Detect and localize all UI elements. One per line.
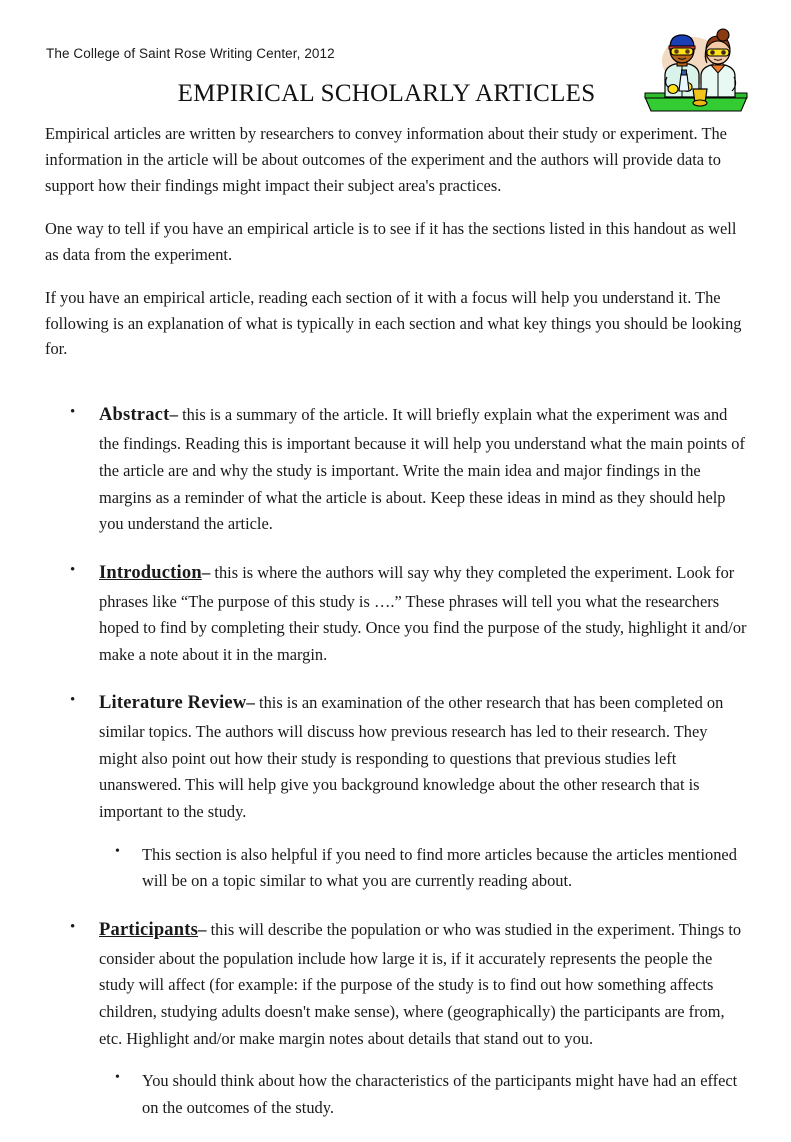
section-term-participants: Participants	[99, 919, 199, 940]
section-dash: –	[169, 405, 178, 425]
subsection-list-participants	[99, 1068, 748, 1121]
subsection-list-literature-review	[99, 842, 748, 895]
header-attribution: The College of Saint Rose Writing Center, 2012	[46, 46, 335, 61]
section-term-introduction: Introduction	[99, 562, 202, 583]
section-spacer	[45, 379, 748, 401]
section-body-literature-review: this is an examination of the other research that has been completed on similar topics. The authors will discuss how previous research has led to their research. They might also point out how their study is responding to questions that previous studies left unanswered. This will help give you background knowledge about the other research that is important to the study.	[99, 693, 724, 822]
section-item-introduction	[45, 559, 748, 669]
document-body	[45, 121, 748, 1142]
intro-paragraph-3: If you have an empirical article, reading each section of it with a focus will help you understand it. The following is an explanation of what is typically in each section and what key things you should be looking for.	[45, 287, 742, 359]
section-list	[45, 401, 748, 1121]
intro-paragraph-2: One way to tell if you have an empirical article is to see if it has the sections listed in this handout as well as data from the experiment.	[45, 218, 737, 264]
list-item: • You should think about how the characteristics of the participants might have had an effect on the outcomes of the study.	[99, 1068, 748, 1121]
section-dash: –	[198, 919, 207, 939]
section-dash: –	[246, 693, 255, 713]
list-item: • This section is also helpful if you need to find more articles because the articles mentioned will be on a topic similar to what you are currently reading about.	[99, 842, 748, 895]
section-item-abstract	[45, 401, 748, 537]
section-body-participants: this will describe the population or who was studied in the experiment. Things to consider about the population include how large it is, if it accurately represents the people the study will affect (for example: if the purpose of the study is to find out how something affects children, studying adults doesn't make sense), where (geographically) the participants are from, etc. Highlight and/or make margin notes about details that stand out to you.	[99, 919, 742, 1048]
section-term-abstract: Abstract	[99, 405, 170, 426]
section-body-introduction: this is where the authors will say why they completed the experiment. Look for phrases like “The purpose of this study is ….” These phrases will tell you what the researchers hoped to find by completing their study. Once you find the purpose of the study, highlight it and/or make a note about it in the margin.	[99, 562, 747, 664]
page-title: EMPIRICAL SCHOLARLY ARTICLES	[177, 80, 596, 107]
section-dash: –	[201, 562, 211, 582]
section-term-literature-review: Literature Review	[99, 693, 247, 714]
section-body-abstract: this is a summary of the article. It will briefly explain what the experiment was and the findings. Reading this is important because it will help you understand what the main points of the article are and why the study is important. Write the main idea and major findings in the margins as a reminder of what the article is about. Keep these ideas in mind as they should help you understand the article.	[99, 405, 745, 534]
section-item-literature-review	[45, 689, 748, 894]
section-item-participants	[45, 916, 748, 1121]
intro-paragraph-1: Empirical articles are written by researchers to convey information about their study or experiment. The information in the article will be about outcomes of the experiment and the authors will provide data to support how their findings might impact their subject area's practices.	[45, 124, 727, 195]
